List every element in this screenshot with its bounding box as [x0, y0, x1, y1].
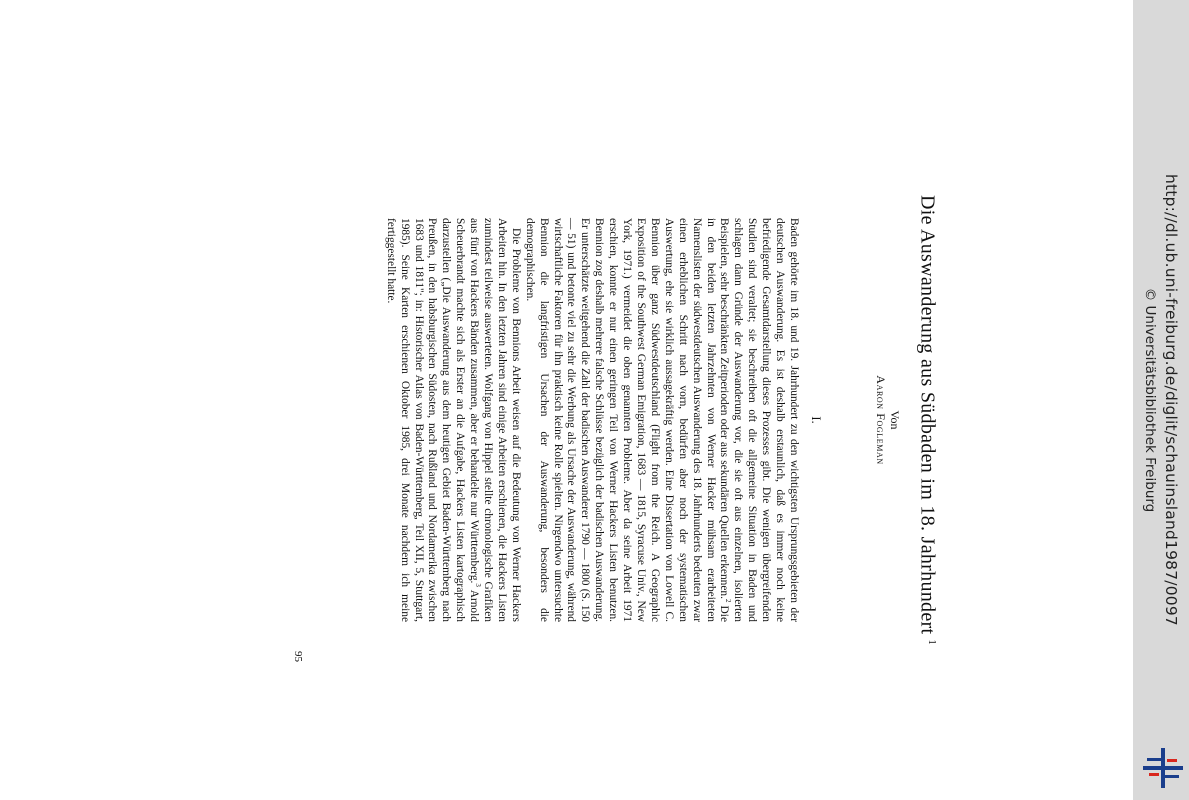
author-name: Aaron Fogleman — [874, 375, 888, 465]
paragraph-text: Arnold Scheuerbrandt machte sich als Erster an die Aufgabe, Hackers Listen kartographisch darzustellen („Die Auswanderung aus dem heutigen Gebiet Baden-Württemberg nach Preußen, in den habsburgischen Südosten, nach Rußland und Nordamerika zwischen 1683 und 1811"; in: Historischer Atlas von Baden-Württemberg, Teil XII, 5, Stuttgart, 1985). Seine Karten erschienen Oktober 1985, drei Monate nachdem ich meine fertiggestellt hatte. — [384, 218, 481, 622]
copyright-notice: © Universitätsbibliothek Freiburg — [1142, 287, 1158, 513]
sidebar-text — [1133, 0, 1189, 800]
paragraph-1 — [522, 218, 800, 622]
article-body — [383, 218, 800, 622]
paragraph-2 — [383, 218, 522, 622]
article-title — [914, 160, 944, 680]
footnote-marker: 3 — [473, 583, 482, 587]
paragraph-text: Die Probleme von Bennions Arbeit weisen auf die Bedeutung von Werner Hackers Arbeiten hin. In den letzten Jahren sind einige Arbeiten erschienen, die Hackers Listen zumindest teilweise auswerteten. Wolfgang von Hippel stellte chronologische Grafiken aus fünf von Hackers Bänden zusammen, aber er behandelte nur Württemberg. — [468, 218, 522, 622]
title-text: Die Auswanderung aus Südbaden im 18. Jahrhundert — [916, 195, 939, 635]
title-footnote-marker: 1 — [926, 639, 937, 645]
document-page — [264, 160, 944, 680]
paragraph-text: Baden gehörte im 18. und 19. Jahrhundert zu den wichtigsten Ursprungsgebieten der deutschen Auswanderung. Es ist deshalb erstaunlich, daß es immer noch keine befriedigende Gesamtdarstellung dieses Prozesses gibt. Die wenigen übergreifenden Studien sind veraltet; sie beschreiben oft die allgemeine Situation in Baden und schlagen dann Gründe der Auswanderung vor, die sie oft aus einzelnen, isolierten Beispielen, sehr beschränkten Zeitperioden oder aus sekundären Quellen erkennen. — [718, 218, 800, 622]
university-library-logo-icon — [1141, 746, 1185, 790]
section-number: I. — [809, 416, 824, 424]
viewer-sidebar — [1133, 0, 1189, 800]
paragraph-text: Die in den beiden letzten Jahrzehnten von Werner Hacker mühsam erarbeiteten Namenslisten der südwestdeutschen Auswanderung des 18. Jahrhunderts bedeuten zwar einen erheblichen Schritt nach vorn, bedürfen aber noch der systematischen Auswertung, ehe sie wirklich aussagekräftig werden. Eine Dissertation von Lowell C. Bennion über ganz Südwestdeutschland (Flight from the Reich. A Geographic Exposition of the Southwest German Emigration, 1683 — 1815, Syracuse Univ., New York, 1971.) vermeidet die oben genannten Probleme. Aber da seine Arbeit 1971 erschien, konnte er nur einen geringen Teil von Werner Hackers Listen benutzen. Bennion zog deshalb mehrere falsche Schlüsse bezüglich der badischen Auswanderung. Er unterschätzte weitgehend die Zahl der badischen Auswanderer 1790 — 1800 (S. 150 — 51) und betonte viel zu sehr die Werbung als Ursache der Auswanderung, während wirtschaftliche Faktoren für ihn praktisch keine Rolle spielten. Nirgendwo untersuchte Bennion die langfristigen Ursachen der Auswanderung, besonders die demographischen. — [523, 218, 731, 623]
permalink-url[interactable]: http://dl.ub.uni-freiburg.de/diglit/schauinsland1987/0097 — [1162, 174, 1180, 626]
footnote-marker: 2 — [724, 598, 733, 603]
byline-von: Von — [888, 410, 902, 430]
page-content — [264, 160, 944, 680]
page-number: 95 — [292, 651, 304, 662]
